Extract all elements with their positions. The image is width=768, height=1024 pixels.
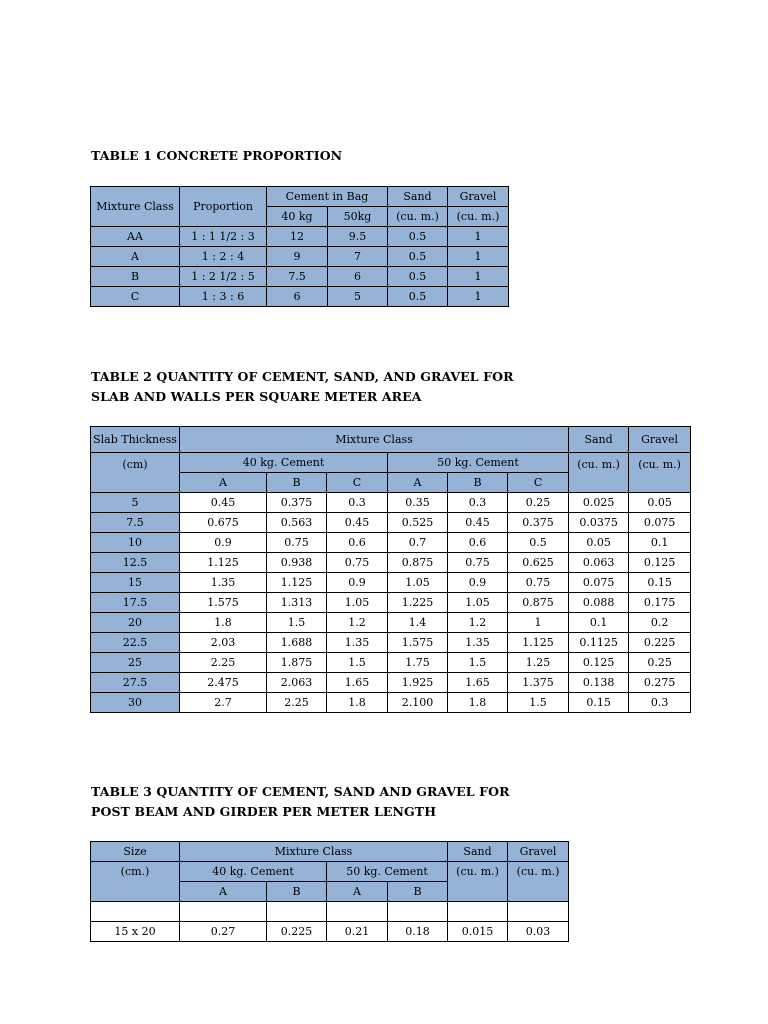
table-row (91, 553, 691, 573)
table-cell: 0.0375 (569, 513, 629, 533)
table-cell: 1.313 (267, 593, 327, 613)
table-cell: 12.5 (91, 553, 180, 573)
table-cell: 0.3 (327, 493, 388, 513)
table1-header-sand-unit: (cu. m.) (388, 207, 448, 227)
table-cell: 0.25 (508, 493, 569, 513)
table1-title (91, 146, 342, 166)
table-cell: 0.875 (388, 553, 448, 573)
table-cell: 1.35 (180, 573, 267, 593)
table-cell: 0.9 (180, 533, 267, 553)
table-row (91, 513, 691, 533)
table-cell: 0.088 (569, 593, 629, 613)
table-cell: 1 : 2 : 4 (180, 247, 267, 267)
table-cell (267, 902, 327, 922)
table-cell: B (91, 267, 180, 287)
table-cell: 1.05 (448, 593, 508, 613)
table3-header-unit: (cm.) (91, 862, 180, 902)
table-cell: 1.125 (267, 573, 327, 593)
table-cell: 0.27 (180, 922, 267, 942)
table-cell: AA (91, 227, 180, 247)
table-row (91, 573, 691, 593)
table-cell: 2.063 (267, 673, 327, 693)
table2 (90, 426, 691, 713)
table-cell: 6 (267, 287, 328, 307)
table-cell: 0.5 (508, 533, 569, 553)
table-cell: 0.063 (569, 553, 629, 573)
table-cell: 1.225 (388, 593, 448, 613)
table-cell: 1 (448, 287, 509, 307)
table-cell: 0.125 (569, 653, 629, 673)
table2-title-line2: SLAB AND WALLS PER SQUARE METER AREA (91, 389, 422, 404)
table-cell: 0.625 (508, 553, 569, 573)
table-cell: 0.225 (629, 633, 691, 653)
table-cell: C (91, 287, 180, 307)
table-cell: 2.475 (180, 673, 267, 693)
table-cell (91, 902, 180, 922)
table-cell: 0.275 (629, 673, 691, 693)
table2-header-sand: Sand (569, 427, 629, 453)
table-cell: 1.2 (448, 613, 508, 633)
table-cell: 17.5 (91, 593, 180, 613)
table-cell: 7.5 (91, 513, 180, 533)
table2-header-50-c: C (508, 473, 569, 493)
table-cell: 0.75 (448, 553, 508, 573)
table-row (91, 613, 691, 633)
table-cell: 0.1 (629, 533, 691, 553)
table-cell: 10 (91, 533, 180, 553)
table2-header-sand-unit: (cu. m.) (569, 453, 629, 493)
table-cell: 1.5 (508, 693, 569, 713)
table1-header-gravel-unit: (cu. m.) (448, 207, 509, 227)
table-cell: 1.8 (180, 613, 267, 633)
table1-header-40kg: 40 kg (267, 207, 328, 227)
table2-header-50-b: B (448, 473, 508, 493)
table-row (91, 902, 569, 922)
table3 (90, 841, 569, 942)
table2-title (91, 367, 514, 407)
table-cell: 2.7 (180, 693, 267, 713)
table3-body (91, 902, 569, 942)
table2-header-40kg-cement: 40 kg. Cement (180, 453, 388, 473)
table-cell: 1.375 (508, 673, 569, 693)
table-cell: 7 (328, 247, 388, 267)
table3-header-sand-unit: (cu. m.) (448, 862, 508, 902)
table-cell: 0.6 (327, 533, 388, 553)
table-row (91, 653, 691, 673)
table-cell: 0.15 (569, 693, 629, 713)
table-row (91, 673, 691, 693)
table-cell: 5 (328, 287, 388, 307)
table-cell: 2.25 (180, 653, 267, 673)
table-cell: 25 (91, 653, 180, 673)
table1 (90, 186, 509, 307)
table-cell: 0.075 (629, 513, 691, 533)
table-cell: 20 (91, 613, 180, 633)
table-cell: 1.65 (448, 673, 508, 693)
table2-title-line1: TABLE 2 QUANTITY OF CEMENT, SAND, AND GRAVEL FOR (91, 369, 514, 384)
table2-header-slab-thickness: Slab Thickness (91, 427, 180, 453)
table-cell (327, 902, 388, 922)
table-cell: 0.21 (327, 922, 388, 942)
table-row (91, 533, 691, 553)
table-row (91, 493, 691, 513)
table-cell: 0.125 (629, 553, 691, 573)
table-cell: 1 (508, 613, 569, 633)
table3-header-gravel: Gravel (508, 842, 569, 862)
table-cell: 0.138 (569, 673, 629, 693)
table-cell: 0.5 (388, 227, 448, 247)
table2-header-gravel: Gravel (629, 427, 691, 453)
table2-header-50-a: A (388, 473, 448, 493)
table-cell: 2.25 (267, 693, 327, 713)
table-cell: 0.563 (267, 513, 327, 533)
table-cell: 0.05 (569, 533, 629, 553)
table-cell: 0.5 (388, 247, 448, 267)
table-row (91, 287, 509, 307)
table-cell: 0.45 (180, 493, 267, 513)
table-cell: 2.100 (388, 693, 448, 713)
table-cell: 1.5 (327, 653, 388, 673)
table-cell: 1.575 (180, 593, 267, 613)
table-cell (180, 902, 267, 922)
table-cell: 1 : 3 : 6 (180, 287, 267, 307)
table-cell: 1.5 (267, 613, 327, 633)
table-cell: 0.25 (629, 653, 691, 673)
table-cell: 1.8 (327, 693, 388, 713)
table-cell: 1.875 (267, 653, 327, 673)
table3-header-40kg-cement: 40 kg. Cement (180, 862, 327, 882)
table-cell: 0.9 (327, 573, 388, 593)
table3-header-mixture-class: Mixture Class (180, 842, 448, 862)
table-cell: 1.5 (448, 653, 508, 673)
table-cell: 0.025 (569, 493, 629, 513)
table-cell (448, 902, 508, 922)
table-cell: 0.375 (267, 493, 327, 513)
table-cell: 1.05 (388, 573, 448, 593)
table3-title (91, 782, 510, 822)
table3-title-line1: TABLE 3 QUANTITY OF CEMENT, SAND AND GRAVEL FOR (91, 784, 510, 799)
table-cell: 0.5 (388, 287, 448, 307)
table-cell: 0.3 (629, 693, 691, 713)
table-cell: A (91, 247, 180, 267)
table3-header-50kg-cement: 50 kg. Cement (327, 862, 448, 882)
table-cell (508, 902, 569, 922)
table-cell: 0.675 (180, 513, 267, 533)
table-cell: 0.75 (327, 553, 388, 573)
table-row (91, 633, 691, 653)
table-cell: 1.8 (448, 693, 508, 713)
table3-title-line2: POST BEAM AND GIRDER PER METER LENGTH (91, 804, 437, 819)
table-cell: 0.15 (629, 573, 691, 593)
table-cell: 0.75 (267, 533, 327, 553)
table-cell: 1 : 2 1/2 : 5 (180, 267, 267, 287)
table-cell: 1 (448, 267, 509, 287)
table2-header-40-b: B (267, 473, 327, 493)
table-cell: 1.688 (267, 633, 327, 653)
table-cell: 0.45 (448, 513, 508, 533)
table3-header-50-a: A (327, 882, 388, 902)
table-cell: 0.75 (508, 573, 569, 593)
table-cell: 1.35 (448, 633, 508, 653)
table-cell: 5 (91, 493, 180, 513)
table2-body (91, 493, 691, 713)
table-cell: 6 (328, 267, 388, 287)
table-cell: 0.075 (569, 573, 629, 593)
table2-header-mixture-class: Mixture Class (180, 427, 569, 453)
table-cell: 12 (267, 227, 328, 247)
table-cell: 1 : 1 1/2 : 3 (180, 227, 267, 247)
table-cell: 1.575 (388, 633, 448, 653)
table-cell: 0.5 (388, 267, 448, 287)
table-row (91, 693, 691, 713)
table-cell: 0.225 (267, 922, 327, 942)
table-cell: 1 (448, 247, 509, 267)
table2-header-unit: (cm) (91, 453, 180, 493)
table3-header-sand: Sand (448, 842, 508, 862)
table3-header-gravel-unit: (cu. m.) (508, 862, 569, 902)
table3-header-40-a: A (180, 882, 267, 902)
table-cell: 7.5 (267, 267, 328, 287)
table-cell: 0.375 (508, 513, 569, 533)
table-row (91, 922, 569, 942)
table2-header-50kg-cement: 50 kg. Cement (388, 453, 569, 473)
table-cell: 0.2 (629, 613, 691, 633)
table-cell: 0.175 (629, 593, 691, 613)
table-cell: 0.9 (448, 573, 508, 593)
table-cell: 1.2 (327, 613, 388, 633)
table-cell: 0.525 (388, 513, 448, 533)
table-cell: 1.65 (327, 673, 388, 693)
table-cell: 27.5 (91, 673, 180, 693)
table1-header-cement-in-bag: Cement in Bag (267, 187, 388, 207)
table-cell: 1.05 (327, 593, 388, 613)
table-cell: 9.5 (328, 227, 388, 247)
table-cell: 15 (91, 573, 180, 593)
table-cell: 0.05 (629, 493, 691, 513)
table-cell: 0.7 (388, 533, 448, 553)
table-row (91, 227, 509, 247)
table1-header-50kg: 50kg (328, 207, 388, 227)
table-cell: 1 (448, 227, 509, 247)
table1-header-mixture-class: Mixture Class (91, 187, 180, 227)
table-cell: 30 (91, 693, 180, 713)
table-cell: 1.925 (388, 673, 448, 693)
table-cell: 0.18 (388, 922, 448, 942)
table-cell: 1.125 (180, 553, 267, 573)
table-cell: 0.1125 (569, 633, 629, 653)
table1-title-text: TABLE 1 CONCRETE PROPORTION (91, 148, 343, 163)
table-cell: 0.875 (508, 593, 569, 613)
table3-header-50-b: B (388, 882, 448, 902)
table-cell: 15 x 20 (91, 922, 180, 942)
table-cell: 0.938 (267, 553, 327, 573)
table-cell: 0.015 (448, 922, 508, 942)
table-cell: 1.4 (388, 613, 448, 633)
table1-header-gravel: Gravel (448, 187, 509, 207)
table-cell: 0.03 (508, 922, 569, 942)
table-cell: 2.03 (180, 633, 267, 653)
table2-header-40-c: C (327, 473, 388, 493)
table-cell: 0.35 (388, 493, 448, 513)
table-cell (388, 902, 448, 922)
table-cell: 9 (267, 247, 328, 267)
table-cell: 1.35 (327, 633, 388, 653)
table-cell: 0.1 (569, 613, 629, 633)
table1-header-sand: Sand (388, 187, 448, 207)
table-cell: 0.6 (448, 533, 508, 553)
table-cell: 1.125 (508, 633, 569, 653)
table-cell: 0.3 (448, 493, 508, 513)
table3-header-size: Size (91, 842, 180, 862)
table2-header-40-a: A (180, 473, 267, 493)
table-cell: 1.75 (388, 653, 448, 673)
table-cell: 22.5 (91, 633, 180, 653)
table-row (91, 247, 509, 267)
table-row (91, 267, 509, 287)
table-row (91, 593, 691, 613)
table2-header-gravel-unit: (cu. m.) (629, 453, 691, 493)
table-cell: 1.25 (508, 653, 569, 673)
table-cell: 0.45 (327, 513, 388, 533)
table1-header-proportion: Proportion (180, 187, 267, 227)
table3-header-40-b: B (267, 882, 327, 902)
